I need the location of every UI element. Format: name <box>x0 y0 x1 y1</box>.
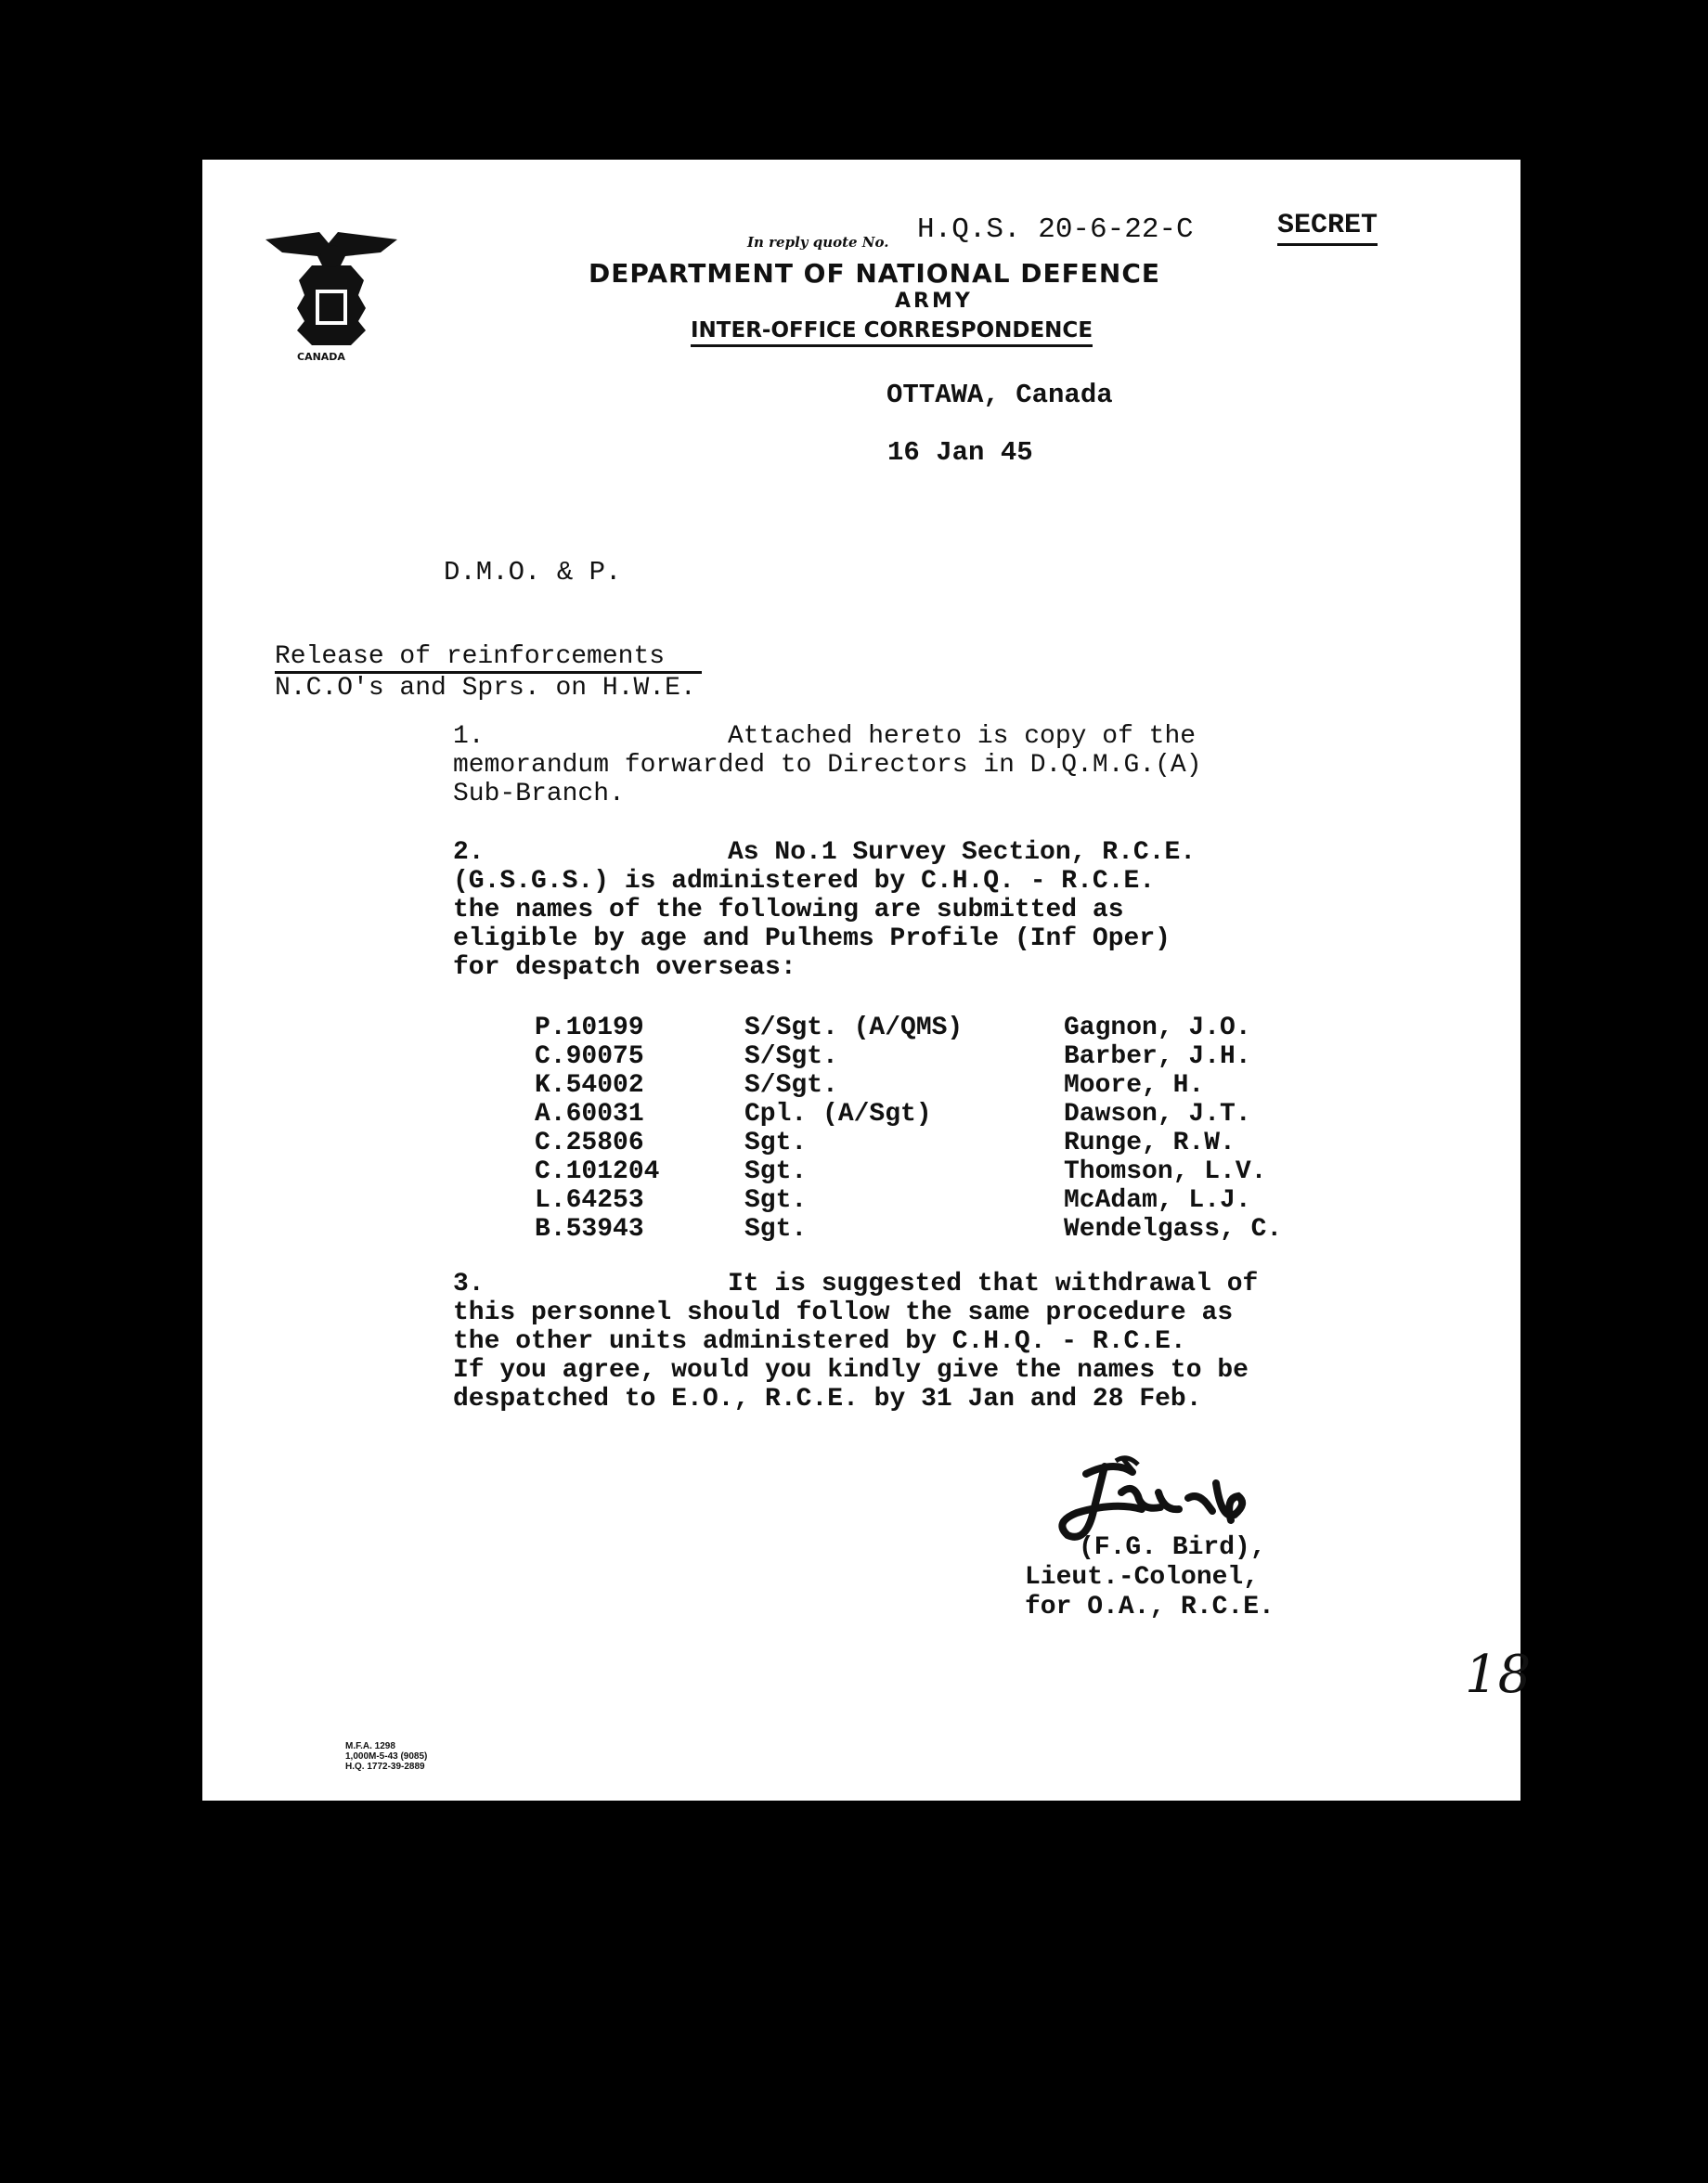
form-footer <box>345 1741 427 1772</box>
paragraph-line: Attached hereto is copy of the <box>728 722 1197 751</box>
service-number: L.64253 <box>535 1186 644 1215</box>
coat-of-arms-logo <box>262 225 401 362</box>
personnel-list <box>535 1014 1333 1246</box>
signatory-name: (F.G. Bird), <box>1079 1533 1266 1562</box>
correspondence-heading: INTER-OFFICE CORRESPONDENCE <box>691 318 1093 347</box>
rank: S/Sgt. <box>744 1071 838 1100</box>
paragraph-line: despatched to E.O., R.C.E. by 31 Jan and 28 Feb. <box>453 1385 1202 1414</box>
branch-heading: ARMY <box>895 290 973 313</box>
member-name: McAdam, L.J. <box>1064 1186 1251 1215</box>
paragraph-number: 3. <box>453 1270 485 1298</box>
member-name: Gagnon, J.O. <box>1064 1014 1251 1042</box>
emblem-caption: CANADA <box>297 351 345 363</box>
classification-stamp: SECRET <box>1277 210 1378 246</box>
service-number: B.53943 <box>535 1215 644 1244</box>
service-number: K.54002 <box>535 1071 644 1100</box>
date: 16 Jan 45 <box>887 437 1033 468</box>
department-heading: DEPARTMENT OF NATIONAL DEFENCE <box>589 258 1161 289</box>
service-number: A.60031 <box>535 1100 644 1129</box>
paragraph-line: (G.S.G.S.) is administered by C.H.Q. - R.C.E. <box>453 867 1156 896</box>
addressee: D.M.O. & P. <box>444 557 622 588</box>
form-footer-line: M.F.A. 1298 <box>345 1741 395 1751</box>
form-footer-line: 1,000M-5-43 (9085) <box>345 1751 428 1762</box>
paragraph-line: eligible by age and Pulhems Profile (Inf Oper) <box>453 924 1171 953</box>
member-name: Runge, R.W. <box>1064 1129 1236 1157</box>
paragraph-line: this personnel should follow the same procedure as <box>453 1298 1234 1327</box>
signatory-for: for O.A., R.C.E. <box>1025 1593 1275 1621</box>
paragraph-number: 2. <box>453 838 485 867</box>
member-name: Dawson, J.T. <box>1064 1100 1251 1129</box>
service-number: C.25806 <box>535 1129 644 1157</box>
rank: S/Sgt. (A/QMS) <box>744 1014 964 1042</box>
member-name: Thomson, L.V. <box>1064 1157 1267 1186</box>
signatory-rank: Lieut.-Colonel, <box>1025 1563 1260 1592</box>
reply-quote-label: In reply quote No. <box>747 234 889 251</box>
form-footer-line: H.Q. 1772-39-2889 <box>345 1762 425 1772</box>
member-name: Barber, J.H. <box>1064 1042 1251 1071</box>
subject <box>275 642 702 703</box>
paragraph-line: As No.1 Survey Section, R.C.E. <box>728 838 1197 867</box>
rank: Sgt. <box>744 1186 808 1215</box>
paragraph-line: Sub-Branch. <box>453 780 625 808</box>
rank: Sgt. <box>744 1215 808 1244</box>
rank: Sgt. <box>744 1129 808 1157</box>
paragraph-line: the names of the following are submitted as <box>453 896 1124 924</box>
service-number: C.101204 <box>535 1157 660 1186</box>
place: OTTAWA, Canada <box>886 380 1113 410</box>
file-number: H.Q.S. 20-6-22-C <box>917 213 1194 246</box>
service-number: P.10199 <box>535 1014 644 1042</box>
rank: Cpl. (A/Sgt) <box>744 1100 932 1129</box>
rank: Sgt. <box>744 1157 808 1186</box>
member-name: Moore, H. <box>1064 1071 1205 1100</box>
paragraph-line: the other units administered by C.H.Q. - R.C.E. <box>453 1327 1186 1356</box>
document-page <box>202 160 1520 1801</box>
paragraph-line: If you agree, would you kindly give the names to be <box>453 1356 1249 1385</box>
service-number: C.90075 <box>535 1042 644 1071</box>
member-name: Wendelgass, C. <box>1064 1215 1283 1244</box>
paragraph-line: It is suggested that withdrawal of <box>728 1270 1259 1298</box>
crest-icon <box>262 225 401 362</box>
paragraph-number: 1. <box>453 722 485 751</box>
paragraph-line: memorandum forwarded to Directors in D.Q.M.G.(A) <box>453 751 1202 780</box>
paragraph-line: for despatch overseas: <box>453 953 796 982</box>
subject-line: Release of reinforcements <box>275 642 702 674</box>
handwritten-page-number: 18 <box>1465 1645 1532 1705</box>
subject-line: N.C.O's and Sprs. on H.W.E. <box>275 674 696 703</box>
rank: S/Sgt. <box>744 1042 838 1071</box>
